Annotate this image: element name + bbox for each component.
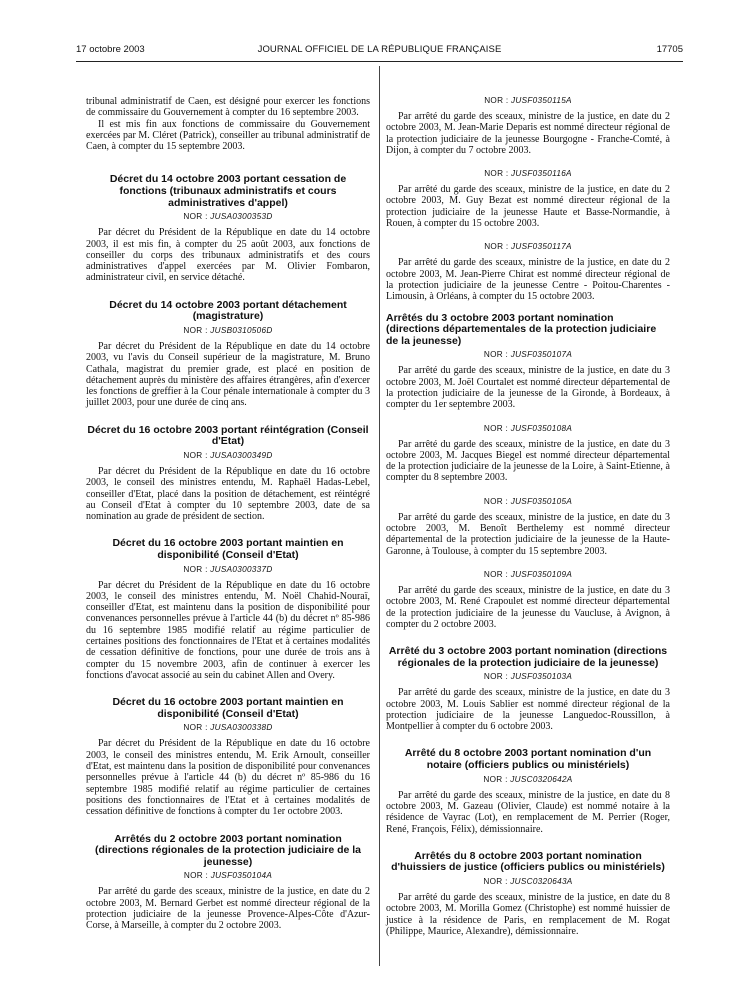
section-title: Arrêté du 8 octobre 2003 portant nomination d'un notaire (officiers publics ou ministériels) [404, 747, 652, 772]
header-page-number: 17705 [656, 44, 683, 55]
nor-code: JUSF0350116A [511, 169, 572, 179]
nor-label: NOR : [484, 96, 509, 105]
nor-code: JUSF0350107A [510, 350, 573, 360]
nor-label: NOR : [483, 350, 509, 360]
nor-code: JUSA0300349D [210, 450, 273, 460]
nor-reference [386, 424, 670, 433]
running-header [76, 44, 683, 58]
section-title: Arrêtés du 8 octobre 2003 portant nomination d'huissiers de justice (officiers publics ou ministériels) [391, 849, 665, 874]
nor-reference [386, 497, 670, 506]
nor-reference [386, 570, 670, 579]
nor-reference [86, 451, 370, 460]
header-rule [76, 61, 683, 62]
section-paragraph: Par arrêté du garde des sceaux, ministre de la justice, en date du 8 octobre 2003, M. Morilla Gomez (Christophe) est nommé huissier de justice à la résidence de Paris, en remplacement de M. Rogat (Philippe, Maurice, Alexandre), démissionnaire. [386, 892, 670, 937]
nor-code: JUSC0320642A [510, 774, 573, 784]
section-paragraph: Par arrêté du garde des sceaux, ministre de la justice, en date du 2 octobre 2003, M. Bernard Gerbet est nommé directeur régional de la protection judiciaire de la jeunesse Provence-Alpes-Côte d'Azur-Corse, à Marseille, à compter du 2 octobre 2003. [86, 886, 370, 932]
section-title: Décret du 14 octobre 2003 portant détachement (magistrature) [109, 298, 347, 323]
nor-label: NOR : [183, 564, 208, 574]
nor-code: JUSC0320643A [510, 877, 573, 887]
nor-label: NOR : [183, 871, 209, 881]
nor-code: JUSB0310506D [210, 325, 273, 335]
section-title: Arrêté du 3 octobre 2003 portant nomination (directions régionales de la protection judiciaire de la jeunesse) [388, 645, 668, 669]
section-paragraph: Par arrêté du garde des sceaux, ministre de la justice, en date du 3 octobre 2003, M. René Crapoulet est nommé directeur départemental de la protection judiciaire de la jeunesse du Vaucluse, à Avignon, à compter du 2 octobre 2003. [386, 584, 670, 630]
section-title: Décret du 16 octobre 2003 portant maintien en disponibilité (Conseil d'Etat) [112, 537, 344, 561]
section-paragraph: Par arrêté du garde des sceaux, ministre de la justice, en date du 2 octobre 2003, M. Jean-Marie Deparis est nommé directeur régional de la protection judiciaire de la jeunesse Bourgogne - Franche-Comté, à Dijon, à compter du 7 octobre 2003. [386, 111, 670, 156]
intro-paragraph-2: Il est mis fin aux fonctions de commissaire du Gouvernement exercées par M. Cléret (Patrick), conseiller au tribunal administratif de Caen, à compter du 15 septembre 2003. [86, 118, 370, 153]
nor-reference [86, 212, 370, 221]
section-paragraph: Par arrêté du garde des sceaux, ministre de la justice, en date du 3 octobre 2003, M. Joël Courtalet est nommé directeur départemental de la protection judiciaire de la jeunesse de la Gironde, à Bordeaux, à compter du 1er septembre 2003. [386, 365, 670, 411]
right-column [386, 96, 670, 937]
section-title: Décret du 16 octobre 2003 portant réintégration (Conseil d'Etat) [87, 423, 369, 448]
section-paragraph: Par arrêté du garde des sceaux, ministre de la justice, en date du 8 octobre 2003, M. Gazeau (Olivier, Claude) est nommé notaire à la résidence de Vayrac (Lot), en remplacement de M. Perrier (Roger, René, François, Félix), démissionnaire. [386, 789, 670, 835]
nor-label: NOR : [183, 325, 208, 335]
nor-label: NOR : [483, 877, 508, 887]
nor-label: NOR : [183, 212, 208, 222]
intro-paragraph: tribunal administratif de Caen, est désigné pour exercer les fonctions de commissaire du Gouvernement à compter du 16 septembre 2003. [86, 96, 370, 119]
section-paragraph: Par arrêté du garde des sceaux, ministre de la justice, en date du 3 octobre 2003, M. Jacques Biegel est nommé directeur départemental de la protection judiciaire de la jeunesse de la Loire, à Saint-Etienne, à compter du 8 septembre 2003. [386, 438, 670, 484]
nor-code: JUSF0350108A [510, 423, 573, 433]
nor-reference [86, 723, 370, 732]
section-paragraph: Par arrêté du garde des sceaux, ministre de la justice, en date du 2 octobre 2003, M. Jean-Pierre Chirat est nommé directeur régional de la protection judiciaire de la jeunesse Centre - Poitou-Charentes - Limousin, à Orléans, à compter du 15 octobre 2003. [386, 257, 670, 303]
nor-label: NOR : [484, 242, 509, 252]
section-title: Décret du 16 octobre 2003 portant maintien en disponibilité (Conseil d'Etat) [112, 696, 344, 720]
section-paragraph: Par arrêté du garde des sceaux, ministre de la justice, en date du 2 octobre 2003, M. Guy Bezat est nommé directeur régional de la protection judiciaire de la jeunesse Haute et Basse-Normandie, à Rouen, à compter du 15 octobre 2003. [386, 184, 670, 230]
section-paragraph: Par arrêté du garde des sceaux, ministre de la justice, en date du 3 octobre 2003, M. Louis Sablier est nommé directeur régional de la protection judiciaire de la jeunesse Languedoc-Roussillon, à Montpellier à compter du 6 octobre 2003. [386, 687, 670, 733]
nor-code: JUSF0350105A [510, 496, 573, 506]
nor-reference [86, 565, 370, 574]
nor-reference [386, 169, 670, 178]
nor-reference [386, 877, 670, 886]
section-paragraph: Par décret du Président de la République en date du 14 octobre 2003, vu l'avis du Conseil supérieur de la magistrature, M. Bruno Cathala, magistrat du premier grade, est placé en position de détachement auprès du ministère des affaires étrangères, afin d'exercer les fonctions de greffier à la Cour pénale internationale à compter du 3 juillet 2003, pour une durée de cinq ans. [86, 340, 370, 409]
section-title: Décret du 14 octobre 2003 portant cessation de fonctions (tribunaux administratifs et cours administratives d'appel) [109, 173, 347, 209]
section-paragraph: Par décret du Président de la République en date du 16 octobre 2003, le conseil des ministres entendu, M. Noël Chahid-Nouraï, conseiller d'Etat, est maintenu dans la position de disponibilité pour convenances personnelles prévue à l'article 44 (b) du décret nº 85-986 du 16 septembre 1985 modifié relatif au régime particulier de certaines positions des fonctionnaires de l'Etat et à certaines modalités de cessation définitive de fonctions, pour une durée de trois ans à compter du 15 novembre 2003, afin de continuer à exercer les fonctions d'avocat associé au sein du cabinet Allen and Overy. [86, 579, 370, 681]
section-paragraph: Par décret du Président de la République en date du 16 octobre 2003, le conseil des ministres entendu, M. Erik Arnoult, conseiller d'Etat, est maintenu dans la position de disponibilité pour convenances personnelles prévue à l'article 44 (b) du décret nº 85-986 du 16 septembre 1985 modifié relatif au régime particulier de certaines positions des fonctionnaires de l'Etat et à certaines modalités de cessation définitive de fonctions à compter du 1er octobre 2003. [86, 738, 370, 818]
nor-code: JUSA0300337D [210, 564, 273, 574]
nor-label: NOR : [183, 723, 208, 733]
nor-label: NOR : [484, 169, 509, 179]
nor-label: NOR : [483, 496, 509, 506]
nor-reference [86, 871, 370, 880]
header-date: 17 octobre 2003 [76, 44, 145, 55]
nor-code: JUSA0300338D [210, 723, 273, 733]
nor-code: JUSF0350104A [210, 871, 273, 881]
nor-code: JUSF0350103A [510, 672, 573, 682]
nor-reference [86, 326, 370, 335]
section-title: Arrêtés du 3 octobre 2003 portant nomination (directions départementales de la protection judiciaire de la jeunesse) [386, 311, 657, 347]
nor-label: NOR : [483, 672, 509, 682]
section-paragraph: Par arrêté du garde des sceaux, ministre de la justice, en date du 3 octobre 2003, M. Benoît Berthelemy est nommé directeur départemental de la protection judiciaire de la jeunesse de la Haute-Garonne, à Toulouse, à compter du 15 septembre 2003. [386, 511, 670, 557]
nor-reference [386, 350, 670, 359]
nor-reference [386, 96, 670, 105]
nor-label: NOR : [483, 423, 509, 433]
left-column [86, 96, 370, 931]
nor-code: JUSF0350117A [511, 242, 572, 252]
nor-code: JUSF0350109A [510, 569, 573, 579]
nor-label: NOR : [483, 774, 508, 784]
nor-label: NOR : [483, 569, 509, 579]
nor-reference [386, 242, 670, 251]
section-paragraph: Par décret du Président de la République en date du 16 octobre 2003, le conseil des ministres entendu, M. Raphaël Hadas-Lebel, conseiller d'Etat, placé dans la position de détachement, est réintégré au Conseil d'Etat à compter du 10 septembre 2003, date de sa nomination au grade de président de section. [86, 465, 370, 523]
nor-code: JUSF0350115A [511, 96, 572, 105]
nor-code: JUSA0300353D [210, 212, 273, 222]
header-title: JOURNAL OFFICIEL DE LA RÉPUBLIQUE FRANÇAISE [257, 44, 502, 55]
section-paragraph: Par décret du Président de la République en date du 14 octobre 2003, il est mis fin, à compter du 25 août 2003, aux fonctions de conseiller du corps des tribunaux administratifs et des cours administratives d'appel exercées par M. Olivier Fombaron, administrateur civil, en service détaché. [86, 227, 370, 284]
nor-reference [386, 672, 670, 681]
section-title: Arrêtés du 2 octobre 2003 portant nomination (directions régionales de la protection judiciaire de la jeunesse) [94, 832, 362, 868]
nor-label: NOR : [183, 450, 208, 460]
column-divider [379, 66, 380, 966]
nor-reference [386, 775, 670, 784]
